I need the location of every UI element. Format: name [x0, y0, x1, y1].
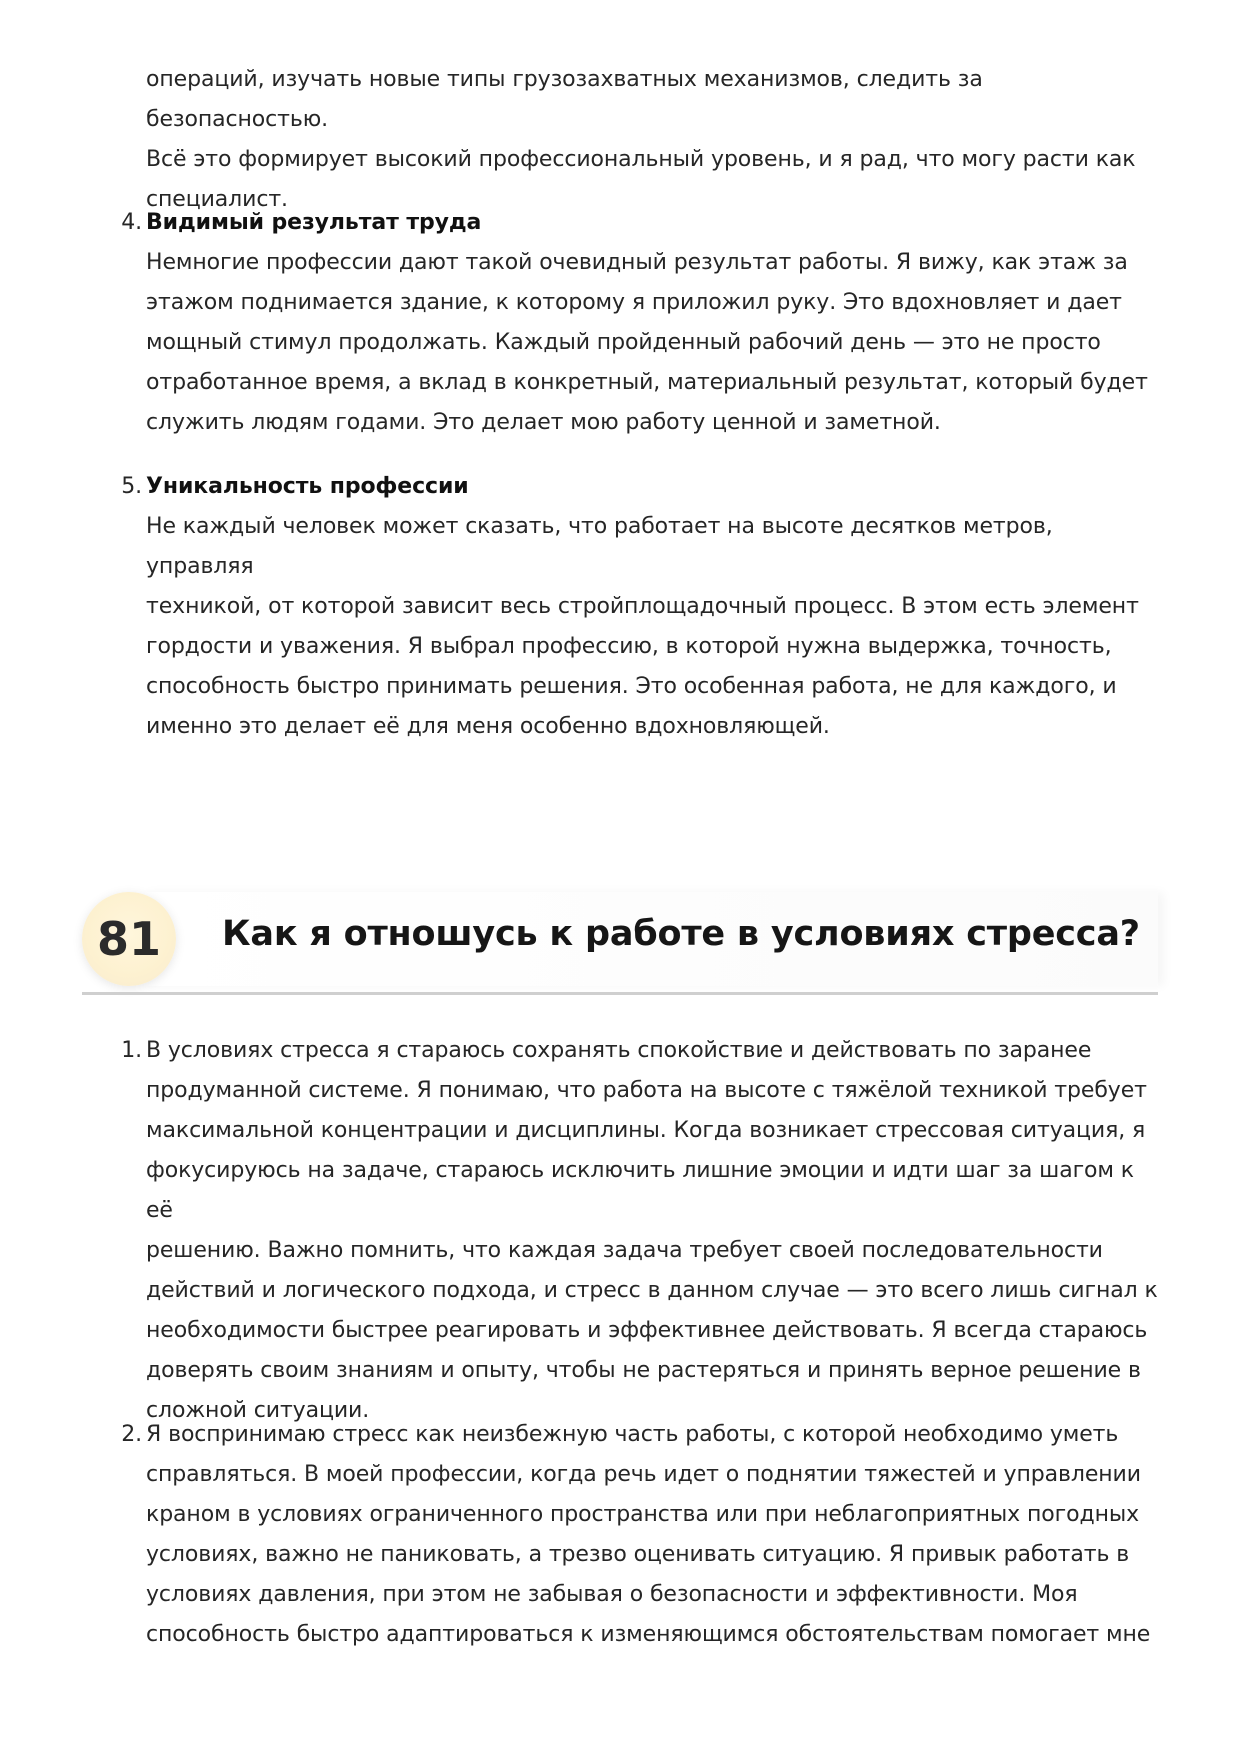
text-line: продуманной системе. Я понимаю, что работа на высоте с тяжёлой техникой требует	[146, 1078, 1147, 1103]
text-line: действий и логического подхода, и стресс в данном случае — это всего лишь сигнал к	[146, 1278, 1158, 1303]
text-line: гордости и уважения. Я выбрал профессию, в которой нужна выдержка, точность,	[146, 634, 1112, 659]
continuation-paragraph	[146, 60, 1166, 220]
list-item-title: Уникальность профессии	[146, 474, 469, 499]
text-line: сложной ситуации.	[146, 1398, 370, 1423]
section-header	[82, 884, 1158, 996]
text-line: мощный стимул продолжать. Каждый пройденный рабочий день — это не просто	[146, 330, 1101, 355]
list-item-title: Видимый результат труда	[146, 210, 482, 235]
list-item-body	[146, 1415, 1166, 1655]
list-item-4	[121, 203, 1166, 443]
text-line: справляться. В моей профессии, когда речь идет о поднятии тяжестей и управлении	[146, 1462, 1141, 1487]
text-line: Я воспринимаю стресс как неизбежную часть работы, с которой необходимо уметь	[146, 1422, 1119, 1447]
section-divider	[82, 992, 1158, 995]
text-line: этажом поднимается здание, к которому я приложил руку. Это вдохновляет и дает	[146, 290, 1122, 315]
text-line: служить людям годами. Это делает мою работу ценной и заметной.	[146, 410, 941, 435]
section-number-badge: 81	[82, 892, 176, 986]
list-item-body	[146, 243, 1166, 443]
list-item-body	[146, 1031, 1166, 1431]
list-item-body	[146, 507, 1166, 747]
list-item-2	[121, 1415, 1166, 1655]
text-line: условиях давления, при этом не забывая о безопасности и эффективности. Моя	[146, 1582, 1078, 1607]
text-line: решению. Важно помнить, что каждая задача требует своей последовательности	[146, 1238, 1103, 1263]
text-line: способность быстро принимать решения. Это особенная работа, не для каждого, и	[146, 674, 1117, 699]
text-line: Не каждый человек может сказать, что работает на высоте десятков метров, управляя	[146, 514, 1053, 579]
text-line: именно это делает её для меня особенно вдохновляющей.	[146, 714, 830, 739]
text-line: Всё это формирует высокий профессиональный уровень, и я рад, что могу расти как	[146, 147, 1136, 172]
list-item-number: 5.	[121, 474, 142, 499]
text-line: доверять своим знаниям и опыту, чтобы не растеряться и принять верное решение в	[146, 1358, 1141, 1383]
text-line: условиях, важно не паниковать, а трезво оценивать ситуацию. Я привык работать в	[146, 1542, 1130, 1567]
text-line: Немногие профессии дают такой очевидный результат работы. Я вижу, как этаж за	[146, 250, 1128, 275]
list-item-number: 2.	[121, 1422, 142, 1447]
text-line: специалист.	[146, 187, 288, 212]
text-line: максимальной концентрации и дисциплины. Когда возникает стрессовая ситуация, я	[146, 1118, 1146, 1143]
list-item-1	[121, 1031, 1166, 1431]
text-line: В условиях стресса я стараюсь сохранять спокойствие и действовать по заранее	[146, 1038, 1092, 1063]
list-item-number: 1.	[121, 1038, 142, 1063]
text-line: краном в условиях ограниченного пространства или при неблагоприятных погодных	[146, 1502, 1140, 1527]
text-line: необходимости быстрее реагировать и эффективнее действовать. Я всегда стараюсь	[146, 1318, 1148, 1343]
text-line: техникой, от которой зависит весь стройплощадочный процесс. В этом есть элемент	[146, 594, 1139, 619]
text-line: фокусируюсь на задаче, стараюсь исключить лишние эмоции и идти шаг за шагом к её	[146, 1158, 1134, 1223]
list-item-number: 4.	[121, 210, 142, 235]
list-item-5	[121, 467, 1166, 747]
text-line: операций, изучать новые типы грузозахватных механизмов, следить за безопасностью.	[146, 67, 983, 132]
text-line: отработанное время, а вклад в конкретный, материальный результат, который будет	[146, 370, 1148, 395]
section-title: Как я отношусь к работе в условиях стресса?	[222, 914, 1140, 954]
text-line: способность быстро адаптироваться к изменяющимся обстоятельствам помогает мне	[146, 1622, 1151, 1647]
